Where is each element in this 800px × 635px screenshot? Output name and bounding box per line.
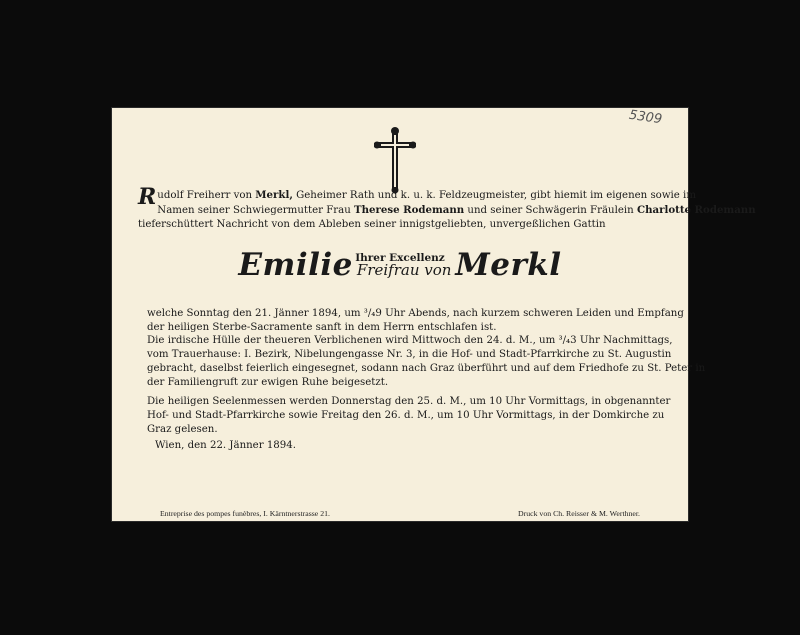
obituary-card — [112, 107, 756, 521]
place-date: Wien, den 22. Jänner 1894. — [155, 440, 296, 451]
text-segment: und seiner Schwägerin Fräulein — [464, 205, 637, 216]
name-charlotte: Charlotte Rodemann — [636, 204, 756, 216]
text-line: der heiligen Sterbe-Sacramente sanft in dem Herrn entschlafen ist. — [147, 322, 497, 333]
last-name: Merkl — [455, 247, 562, 283]
name-therese: Therese Rodemann — [354, 204, 465, 216]
death-paragraph — [147, 307, 684, 335]
footer-printer: Druck von Ch. Reisser & M. Werthner. — [517, 509, 640, 518]
funeral-paragraph — [147, 334, 705, 390]
footer-undertaker: Entreprise des pompes funèbres, I. Kärntnerstrasse 21. — [160, 509, 330, 518]
cross-icon — [374, 126, 416, 194]
masses-paragraph — [147, 395, 670, 437]
archive-number: 5309 — [628, 107, 663, 128]
text-segment: udolf Freiherr von — [157, 190, 256, 201]
excellency-title: Ihrer Excellenz — [355, 252, 445, 264]
surname-merkl: Merkl, — [255, 189, 293, 201]
text-line: Hof- und Stadt-Pfarrkirche sowie Freitag den 26. d. M., um 10 Uhr Vormittags, in der Domkirche zu — [147, 410, 665, 421]
first-name: Emilie — [238, 247, 353, 283]
text-segment: Geheimer Rath und k. u. k. Feldzeugmeister, gibt hiemit im eigenen sowie im — [292, 190, 696, 201]
text-line: tieferschüttert Nachricht von dem Ableben seiner innigstgeliebten, unvergeßlichen Gattin — [138, 219, 606, 230]
text-segment: Namen seiner Schwiegermutter Frau — [157, 205, 355, 216]
initial-letter: R — [138, 184, 157, 210]
deceased-name — [112, 247, 688, 283]
text-line: gebracht, daselbst feierlich eingesegnet, sodann nach Graz überführt und auf dem Friedhofe zu St. Peter in — [147, 363, 706, 374]
text-line: vom Trauerhause: I. Bezirk, Nibelungengasse Nr. 3, in die Hof- und Stadt-Pfarrkirche zu St. Augustin — [147, 349, 672, 360]
announcement-paragraph — [138, 184, 756, 232]
title-middle: Freifrau von — [356, 261, 452, 279]
text-line: Graz gelesen. — [147, 424, 218, 435]
text-line: Die heiligen Seelenmessen werden Donnerstag den 25. d. M., um 10 Uhr Vormittags, in obgenannter — [147, 396, 671, 407]
text-line: welche Sonntag den 21. Jänner 1894, um ³/₄9 Uhr Abends, nach kurzem schweren Leiden und Empfang — [147, 308, 684, 319]
text-line: der Familiengruft zur ewigen Ruhe beigesetzt. — [147, 377, 389, 388]
text-line: Die irdische Hülle der theueren Verblichenen wird Mittwoch den 24. d. M., um ³/₄3 Uhr Nachmittags, — [147, 335, 673, 346]
